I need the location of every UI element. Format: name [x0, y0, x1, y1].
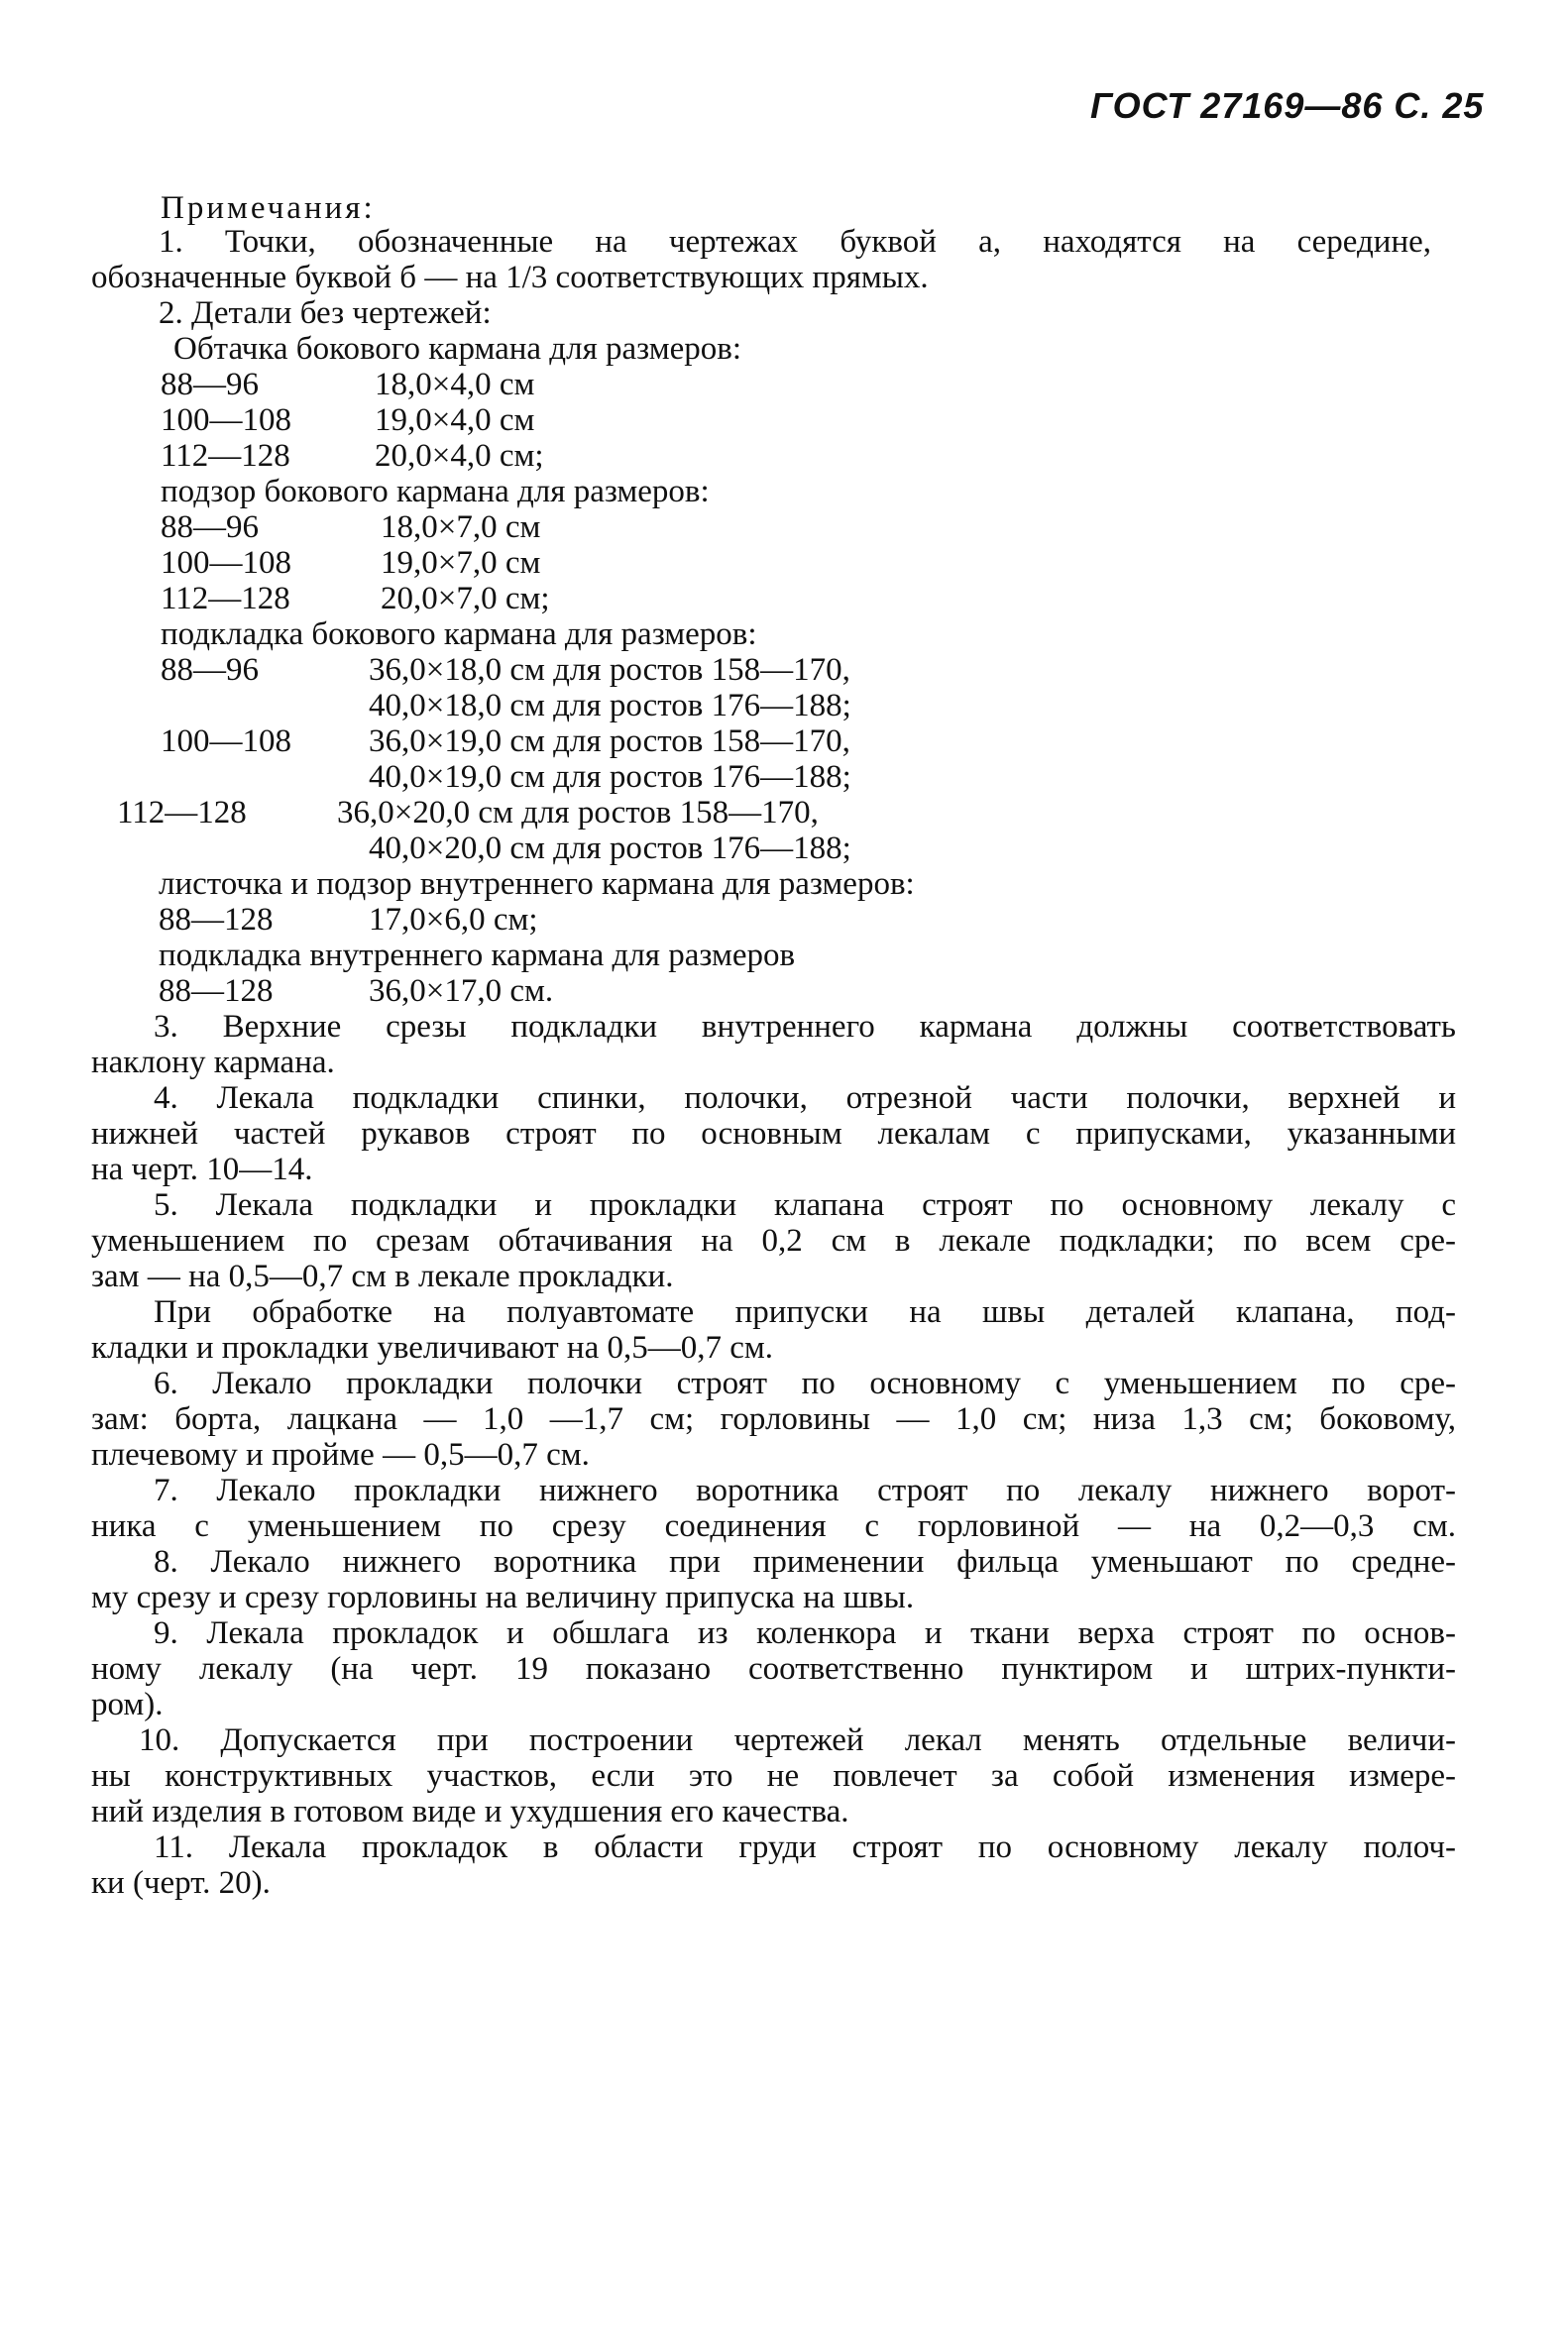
lining-dim: 40,0×19,0 см для ростов 176—188;	[369, 759, 851, 795]
paragraph-line: на черт. 10—14.	[91, 1152, 313, 1187]
paragraph-line: ний изделия в готовом виде и ухудшения его качества.	[91, 1794, 849, 1829]
lining-dim: 36,0×18,0 см для ростов 158—170,	[369, 652, 850, 688]
paragraph-line: 8. Лекало нижнего воротника при применении фильца уменьшают по средне-	[154, 1544, 1456, 1580]
paragraph-line: 4. Лекала подкладки спинки, полочки, отрезной части полочки, верхней и	[154, 1080, 1456, 1116]
facing-dim: 19,0×4,0 см	[375, 402, 535, 438]
note-1-line-1: 1. Точки, обозначенные на чертежах буквой а, находятся на середине,	[159, 224, 1431, 260]
facing-dim: 18,0×4,0 см	[375, 367, 535, 402]
facing-size: 88—96	[161, 367, 259, 402]
paragraph-line: 11. Лекала прокладок в области груди строят по основному лекалу полоч-	[154, 1829, 1456, 1865]
paragraph-line: ки (черт. 20).	[91, 1865, 271, 1901]
page-header: ГОСТ 27169—86 С. 25	[1090, 85, 1485, 126]
underlay-dim: 18,0×7,0 см	[381, 509, 541, 545]
paragraph-line: 6. Лекало прокладки полочки строят по основному с уменьшением по сре-	[154, 1366, 1456, 1401]
paragraph-line: ны конструктивных участков, если это не повлечет за собой изменения измере-	[91, 1758, 1456, 1794]
paragraph-line: зам: борта, лацкана — 1,0 —1,7 см; горловины — 1,0 см; низа 1,3 см; боковому,	[91, 1401, 1456, 1437]
lining-dim: 40,0×18,0 см для ростов 176—188;	[369, 688, 851, 723]
inner-lining-title: подкладка внутреннего кармана для размеров	[159, 938, 796, 973]
paragraph-line: 9. Лекала прокладок и обшлага из коленкора и ткани верха строят по основ-	[154, 1615, 1456, 1651]
note-1-line-2: обозначенные буквой б — на 1/3 соответствующих прямых.	[91, 260, 929, 295]
underlay-title: подзор бокового кармана для размеров:	[161, 474, 710, 509]
lining-dim: 40,0×20,0 см для ростов 176—188;	[369, 831, 851, 866]
lining-dim: 36,0×19,0 см для ростов 158—170,	[369, 723, 850, 759]
underlay-dim: 20,0×7,0 см;	[381, 581, 550, 616]
lining-title: подкладка бокового кармана для размеров:	[161, 616, 757, 652]
paragraph-line: 7. Лекало прокладки нижнего воротника строят по лекалу нижнего ворот-	[154, 1473, 1456, 1508]
lining-size: 112—128	[117, 795, 247, 831]
paragraph-line: 10. Допускается при построении чертежей лекал менять отдельные величи-	[139, 1722, 1456, 1758]
paragraph-line: му срезу и срезу горловины на величину припуска на швы.	[91, 1580, 915, 1615]
paragraph-line: зам — на 0,5—0,7 см в лекале прокладки.	[91, 1259, 674, 1294]
welt-size: 88—128	[159, 902, 274, 938]
underlay-dim: 19,0×7,0 см	[381, 545, 541, 581]
paragraph-line: При обработке на полуавтомате припуски на швы деталей клапана, под-	[154, 1294, 1456, 1330]
welt-dim: 17,0×6,0 см;	[369, 902, 538, 938]
paragraph-line: ника с уменьшением по срезу соединения с горловиной — на 0,2—0,3 см.	[91, 1508, 1456, 1544]
paragraph-line: уменьшением по срезам обтачивания на 0,2 см в лекале подкладки; по всем сре-	[91, 1223, 1456, 1259]
underlay-size: 88—96	[161, 509, 259, 545]
facing-title: Обтачка бокового кармана для размеров:	[173, 331, 741, 367]
paragraph-line: 3. Верхние срезы подкладки внутреннего кармана должны соответствовать	[154, 1009, 1456, 1045]
facing-dim: 20,0×4,0 см;	[375, 438, 544, 474]
lining-size: 88—96	[161, 652, 259, 688]
note-2-heading: 2. Детали без чертежей:	[159, 295, 492, 331]
paragraph-line: 5. Лекала подкладки и прокладки клапана строят по основному лекалу с	[154, 1187, 1456, 1223]
paragraph-line: плечевому и пройме — 0,5—0,7 см.	[91, 1437, 590, 1473]
underlay-size: 112—128	[161, 581, 290, 616]
underlay-size: 100—108	[161, 545, 291, 581]
welt-title: листочка и подзор внутреннего кармана для размеров:	[159, 866, 915, 902]
paragraph-line: кладки и прокладки увеличивают на 0,5—0,7 см.	[91, 1330, 774, 1366]
lining-dim: 36,0×20,0 см для ростов 158—170,	[337, 795, 819, 831]
notes-title: Примечания:	[161, 190, 376, 226]
lining-size: 100—108	[161, 723, 291, 759]
paragraph-line: нижней частей рукавов строят по основным лекалам с припусками, указанными	[91, 1116, 1456, 1152]
inner-lining-dim: 36,0×17,0 см.	[369, 973, 554, 1009]
paragraph-line: ному лекалу (на черт. 19 показано соответственно пунктиром и штрих-пункти-	[91, 1651, 1456, 1687]
facing-size: 112—128	[161, 438, 290, 474]
paragraph-line: наклону кармана.	[91, 1045, 335, 1080]
facing-size: 100—108	[161, 402, 291, 438]
inner-lining-size: 88—128	[159, 973, 274, 1009]
paragraph-line: ром).	[91, 1687, 164, 1722]
